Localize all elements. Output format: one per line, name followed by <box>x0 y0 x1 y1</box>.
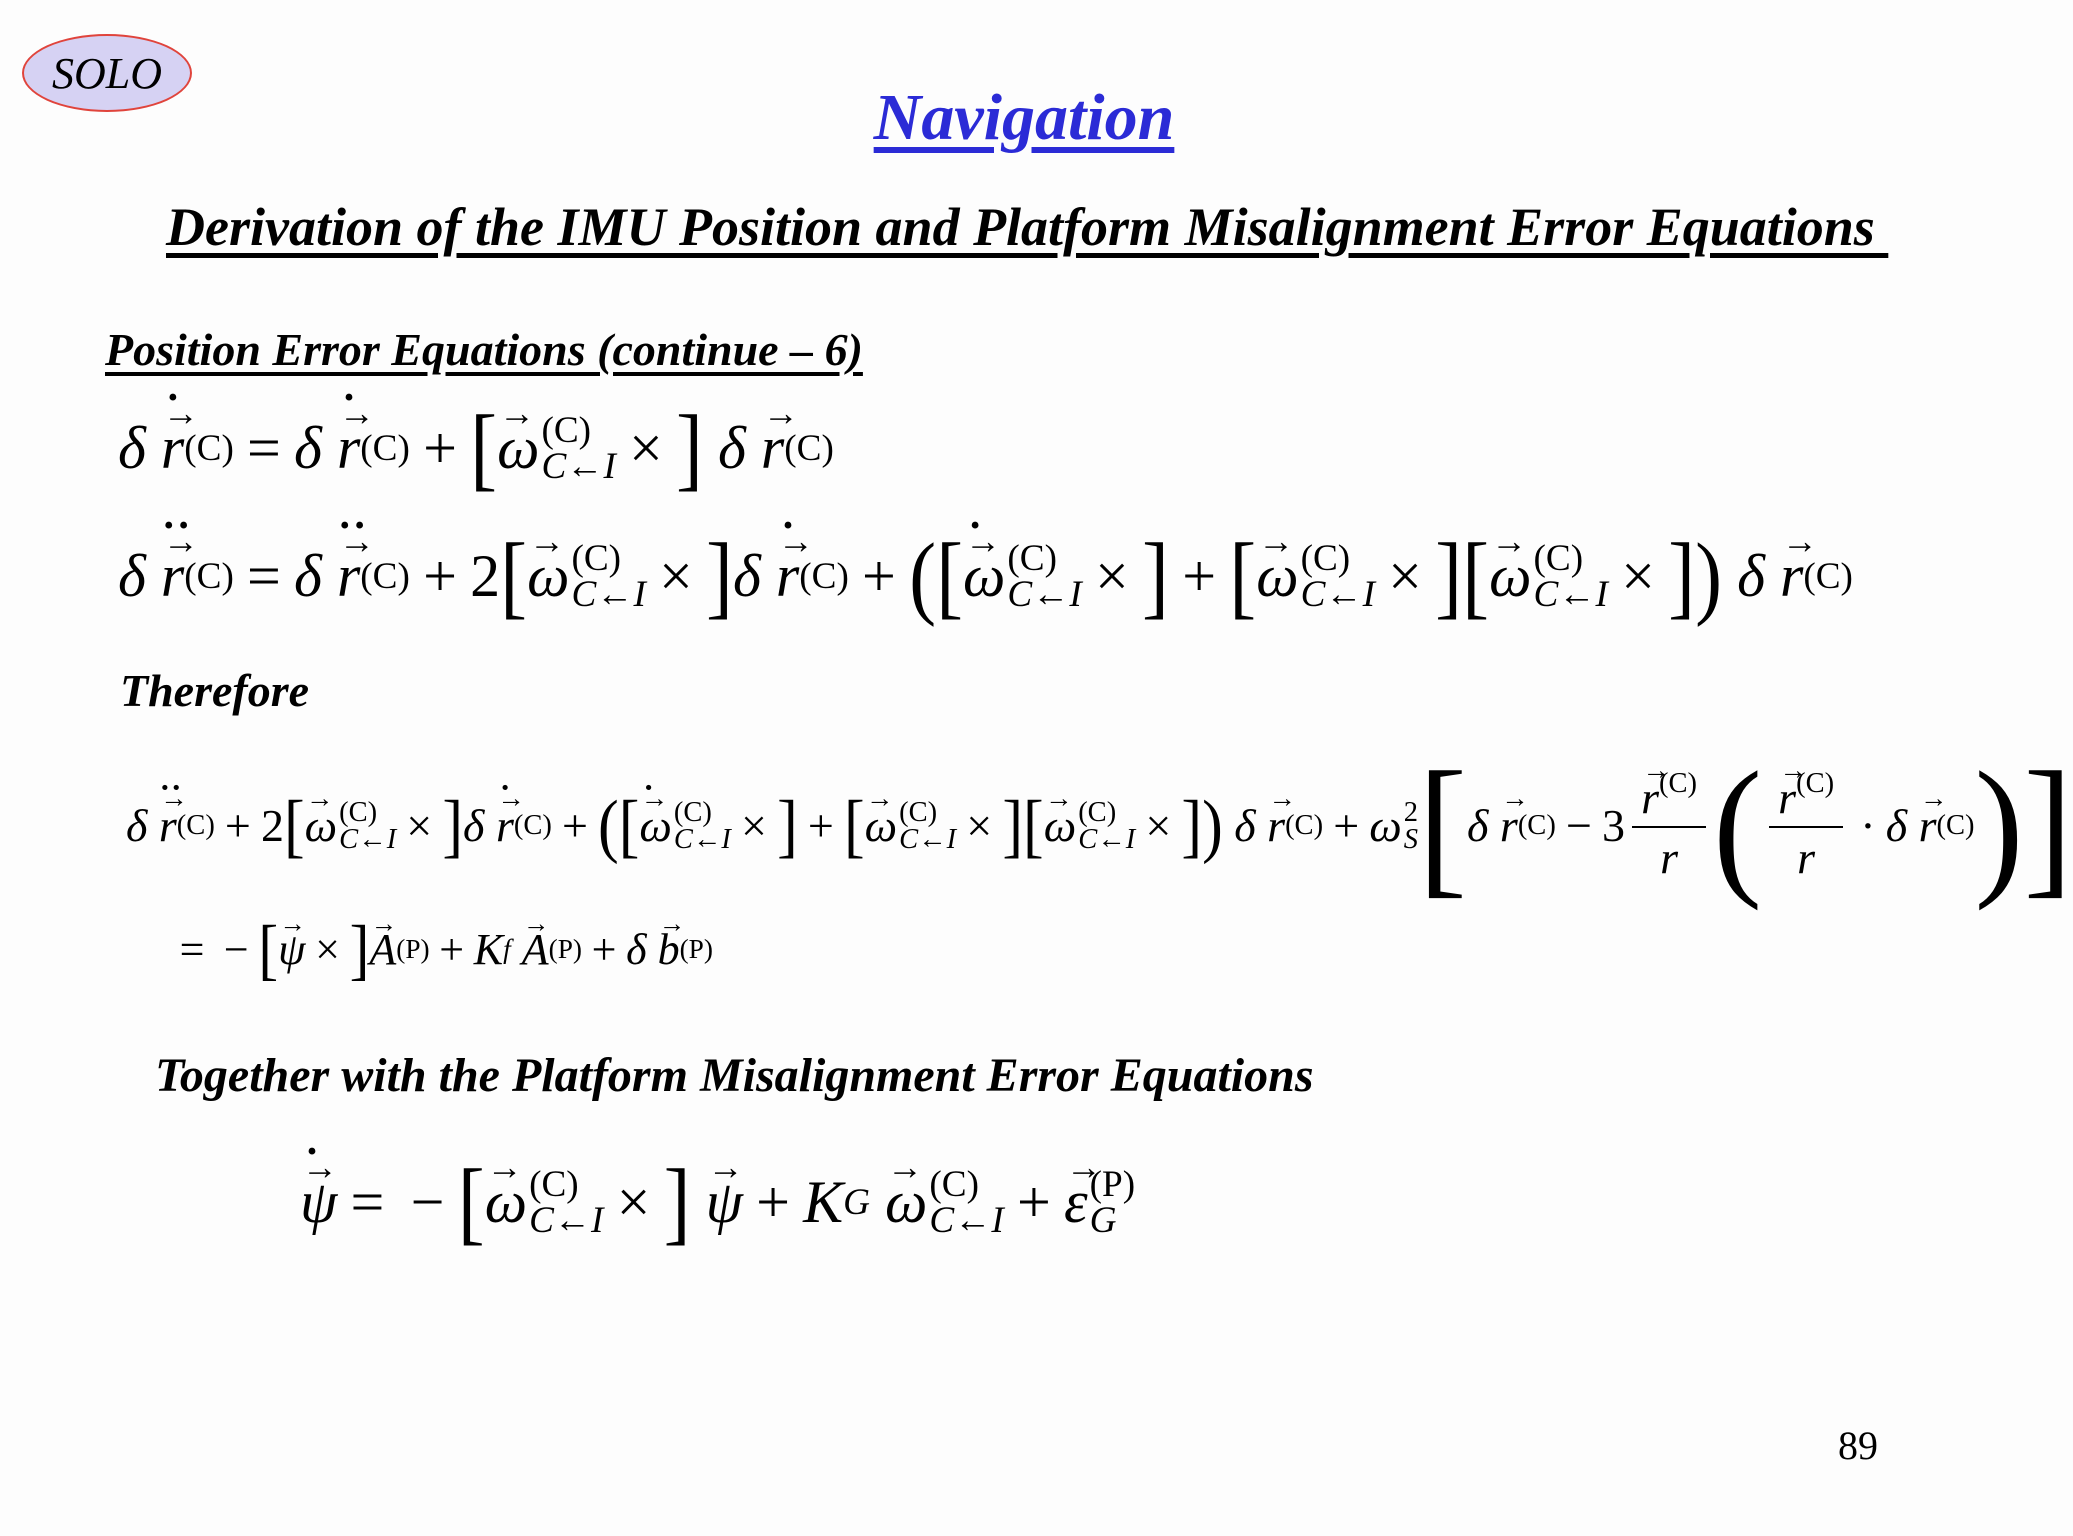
solo-badge: SOLO <box>22 34 192 112</box>
equation-position-accel: δ → r ·· (C) = δ → r ·· (C) + 2 [ → ω (C) C←I × ] δ → r · (C) + ( [ → ω · (C) C←I × ] + [ → ω (C) C←I × ] [ → ω (C) C←I × ] ) δ → r (C) <box>118 536 1853 617</box>
section-heading-therefore: Therefore <box>120 665 310 716</box>
slide-subtitle: Derivation of the IMU Position and Platform Misalignment Error Equations <box>166 197 1889 257</box>
section-heading-position: Position Error Equations (continue – 6) <box>105 324 863 375</box>
section-heading-together: Together with the Platform Misalignment Error Equations <box>155 1049 1314 1102</box>
slide-title: Navigation <box>873 81 1175 154</box>
equation-misalignment: → ψ · = − [ → ω (C) C←I × ] → ψ + K G → ω (C) C←I + → ε (P) G <box>300 1162 1135 1243</box>
equation-combined-rhs: = − [ → ψ × ] → A (P) + K f → A (P) + δ → b (P) <box>170 920 713 979</box>
page-number: 89 <box>1838 1423 1878 1468</box>
equation-position-rate: δ → r · (C) = δ → r · (C) + [ → ω (C) C←I × ] δ → r (C) <box>118 408 834 489</box>
equation-combined-lhs: δ → r ·· (C) + 2 [ → ω (C) C←I × ] δ → r · (C) + ( [ → ω · (C) C←I × ] + [ → ω (C) C←I × ] [ → ω (C) C←I × ] ) δ → r (C) + ω 2 S [ δ → r (C) − 3 → $\frac{r^{(C)}}{r}$ ( → $\frac{r^{(C)}}{r}$ · δ → r (C) ) ] <box>126 752 2073 899</box>
